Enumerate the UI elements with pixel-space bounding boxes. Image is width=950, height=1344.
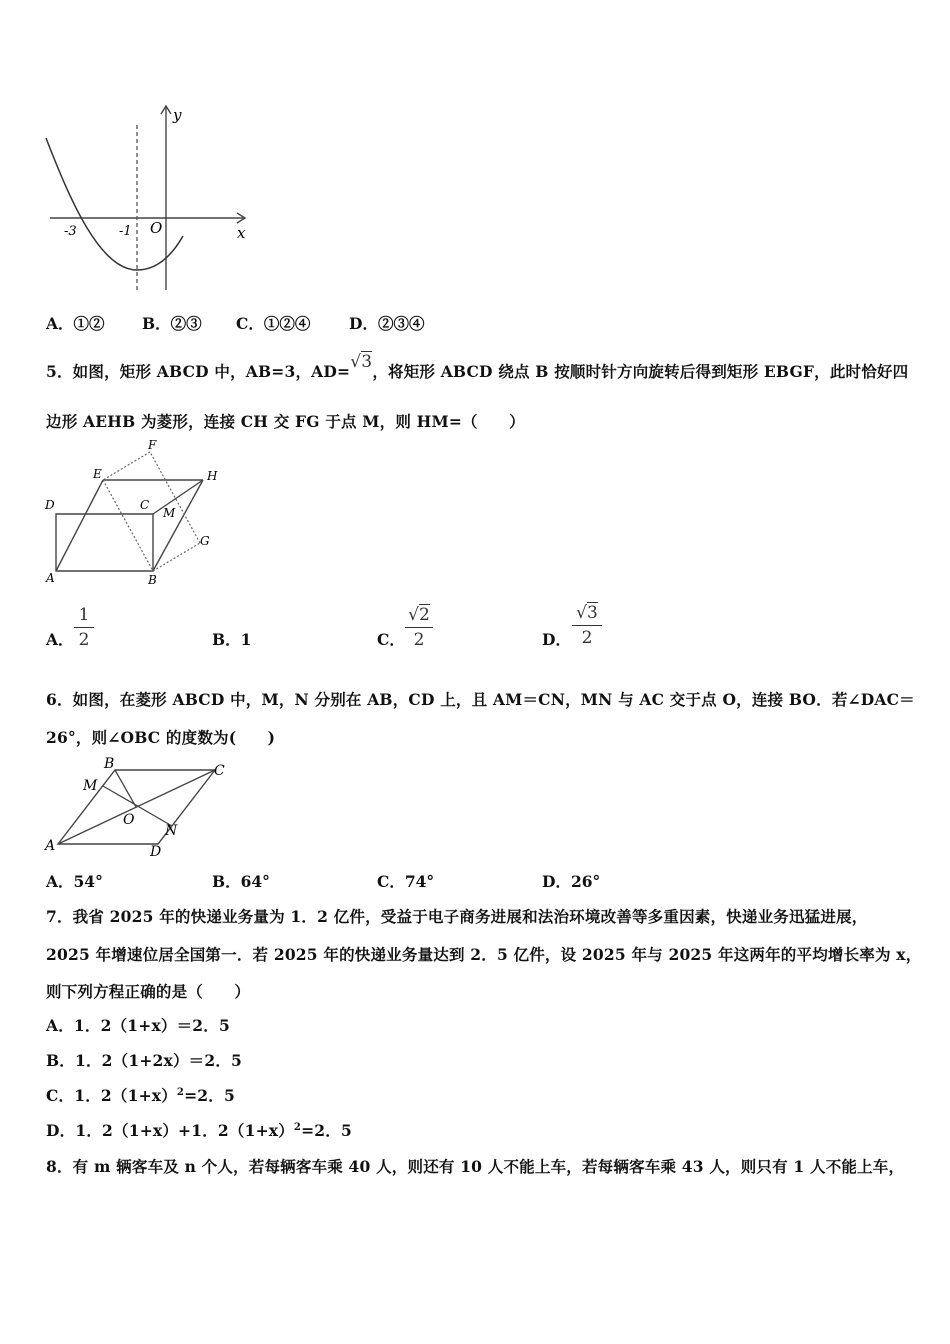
q5-option-c[interactable] (377, 628, 405, 650)
q6-line2: 26°，则∠OBC 的度数为( ) (46, 728, 276, 747)
segment-mn (103, 786, 172, 826)
frac-a-num: 1 (78, 605, 90, 625)
q5-option-c-label: C． (377, 630, 405, 649)
frac-d-radicand: 3 (587, 603, 598, 623)
sqrt3-radicand: 3 (361, 352, 373, 372)
q7-option-d[interactable] (46, 1119, 352, 1141)
frac-c-num: √2 (408, 605, 430, 625)
q7-line2: 2025 年增速位居全国第一．若 2025 年的快递业务量达到 2．5 亿件，设 2025 年与 2025 年这两年的平均增长率为 x， (46, 945, 922, 964)
fraction-sqrt3-over-2 (572, 603, 602, 648)
label-o: O (123, 812, 135, 828)
label-g: G (200, 534, 210, 548)
segment-hb (153, 480, 203, 571)
segment-fe (103, 452, 150, 480)
frac-c-den: 2 (413, 630, 425, 650)
label-h: H (207, 469, 218, 483)
tick-minus1: -1 (119, 224, 132, 239)
q5-line1-post: ，将矩形 ABCD 绕点 B 按顺时针方向旋转后得到矩形 EBGF，此时恰好四 (372, 362, 909, 381)
q5-line2: 边形 AEHB 为菱形，连接 CH 交 FG 于点 M，则 HM=（ ） (46, 412, 525, 431)
label-e: E (93, 467, 102, 481)
x-axis-label: x (237, 224, 246, 242)
tick-minus3: -3 (64, 224, 77, 239)
frac-d-den: 2 (581, 628, 593, 648)
segment-bo (115, 770, 136, 807)
q5-option-b[interactable]: B．1 (212, 630, 252, 649)
label-a: A (46, 571, 55, 585)
frac-c-bar (405, 627, 433, 628)
q6-option-a[interactable]: A．54° (46, 872, 103, 891)
q5-line1 (46, 352, 909, 382)
q4-option-b[interactable]: B．②③ (142, 314, 202, 333)
label-n: N (165, 823, 178, 839)
q8-line1: 8．有 m 辆客车及 n 个人，若每辆客车乘 40 人，则还有 10 人不能上车，若每辆客车乘 43 人，则只有 1 人不能上车， (46, 1157, 905, 1176)
fraction-one-half (74, 605, 94, 650)
q4-option-c[interactable]: C．①②④ (236, 314, 311, 333)
q6-option-c[interactable]: C．74° (377, 872, 435, 891)
q7-option-d-sup: 2 (293, 1122, 302, 1133)
frac-a-den: 2 (78, 630, 90, 650)
q7-option-c-sup: 2 (176, 1087, 185, 1098)
q7-option-a[interactable]: A．1．2（1+x）＝2．5 (46, 1016, 230, 1035)
parabola-curve (46, 138, 183, 270)
q7-option-c[interactable] (46, 1084, 235, 1106)
segment-gf (150, 452, 200, 543)
label-b: B (148, 573, 157, 587)
q7-line1: 7．我省 2025 年的快递业务量为 1．2 亿件，受益于电子商务进展和法治环境改善等多重因素，快递业务迅猛进展， (46, 907, 868, 926)
q7-option-d-post: =2．5 (301, 1121, 352, 1140)
q6-line1: 6．如图，在菱形 ABCD 中，M，N 分别在 AB，CD 上，且 AM＝CN，MN 与 AC 交于点 O，连接 BO．若∠DAC＝ (46, 690, 915, 709)
label-m: M (163, 506, 176, 520)
frac-c-radicand: 2 (419, 605, 430, 625)
q7-line3: 则下列方程正确的是（ ） (46, 982, 251, 1001)
rhombus-figure (40, 752, 240, 860)
q7-option-c-post: =2．5 (184, 1086, 235, 1105)
q7-option-b[interactable]: B．1．2（1+2x）＝2．5 (46, 1051, 243, 1070)
q6-option-d[interactable]: D．26° (542, 872, 601, 891)
segment-ch (153, 480, 203, 514)
segment-eb (103, 480, 153, 571)
q4-option-d[interactable]: D．②③④ (349, 314, 425, 333)
frac-a-bar (74, 627, 94, 628)
label-m: M (83, 778, 98, 794)
q5-option-d[interactable] (542, 628, 571, 650)
diagonal-ac (58, 770, 215, 844)
label-b: B (104, 756, 115, 772)
origin-label: O (150, 219, 163, 237)
q5-line1-pre: 5．如图，矩形 ABCD 中，AB=3，AD= (46, 362, 351, 381)
label-c: C (214, 763, 225, 779)
label-f: F (148, 438, 157, 452)
label-c: C (140, 498, 150, 512)
label-d: D (150, 844, 162, 860)
fraction-sqrt2-over-2 (405, 605, 433, 650)
q7-option-d-pre: D．1．2（1+x）+1．2（1+x） (46, 1121, 294, 1140)
q5-option-d-label: D． (542, 630, 571, 649)
label-a: A (45, 838, 56, 854)
rectangle-rotation-figure (40, 438, 230, 588)
q7-option-c-pre: C．1．2（1+x） (46, 1086, 177, 1105)
q5-option-a-label: A． (46, 630, 74, 649)
parabola-graph (40, 100, 260, 295)
q4-option-a[interactable]: A．①② (46, 314, 105, 333)
sqrt3-inline: √3 (350, 352, 373, 372)
frac-d-num: √3 (576, 603, 598, 623)
q6-option-b[interactable]: B．64° (212, 872, 270, 891)
frac-d-bar (572, 625, 602, 626)
segment-ae (56, 480, 103, 571)
y-axis-label: y (173, 106, 182, 124)
q5-option-a[interactable] (46, 628, 74, 650)
label-d: D (45, 498, 55, 512)
